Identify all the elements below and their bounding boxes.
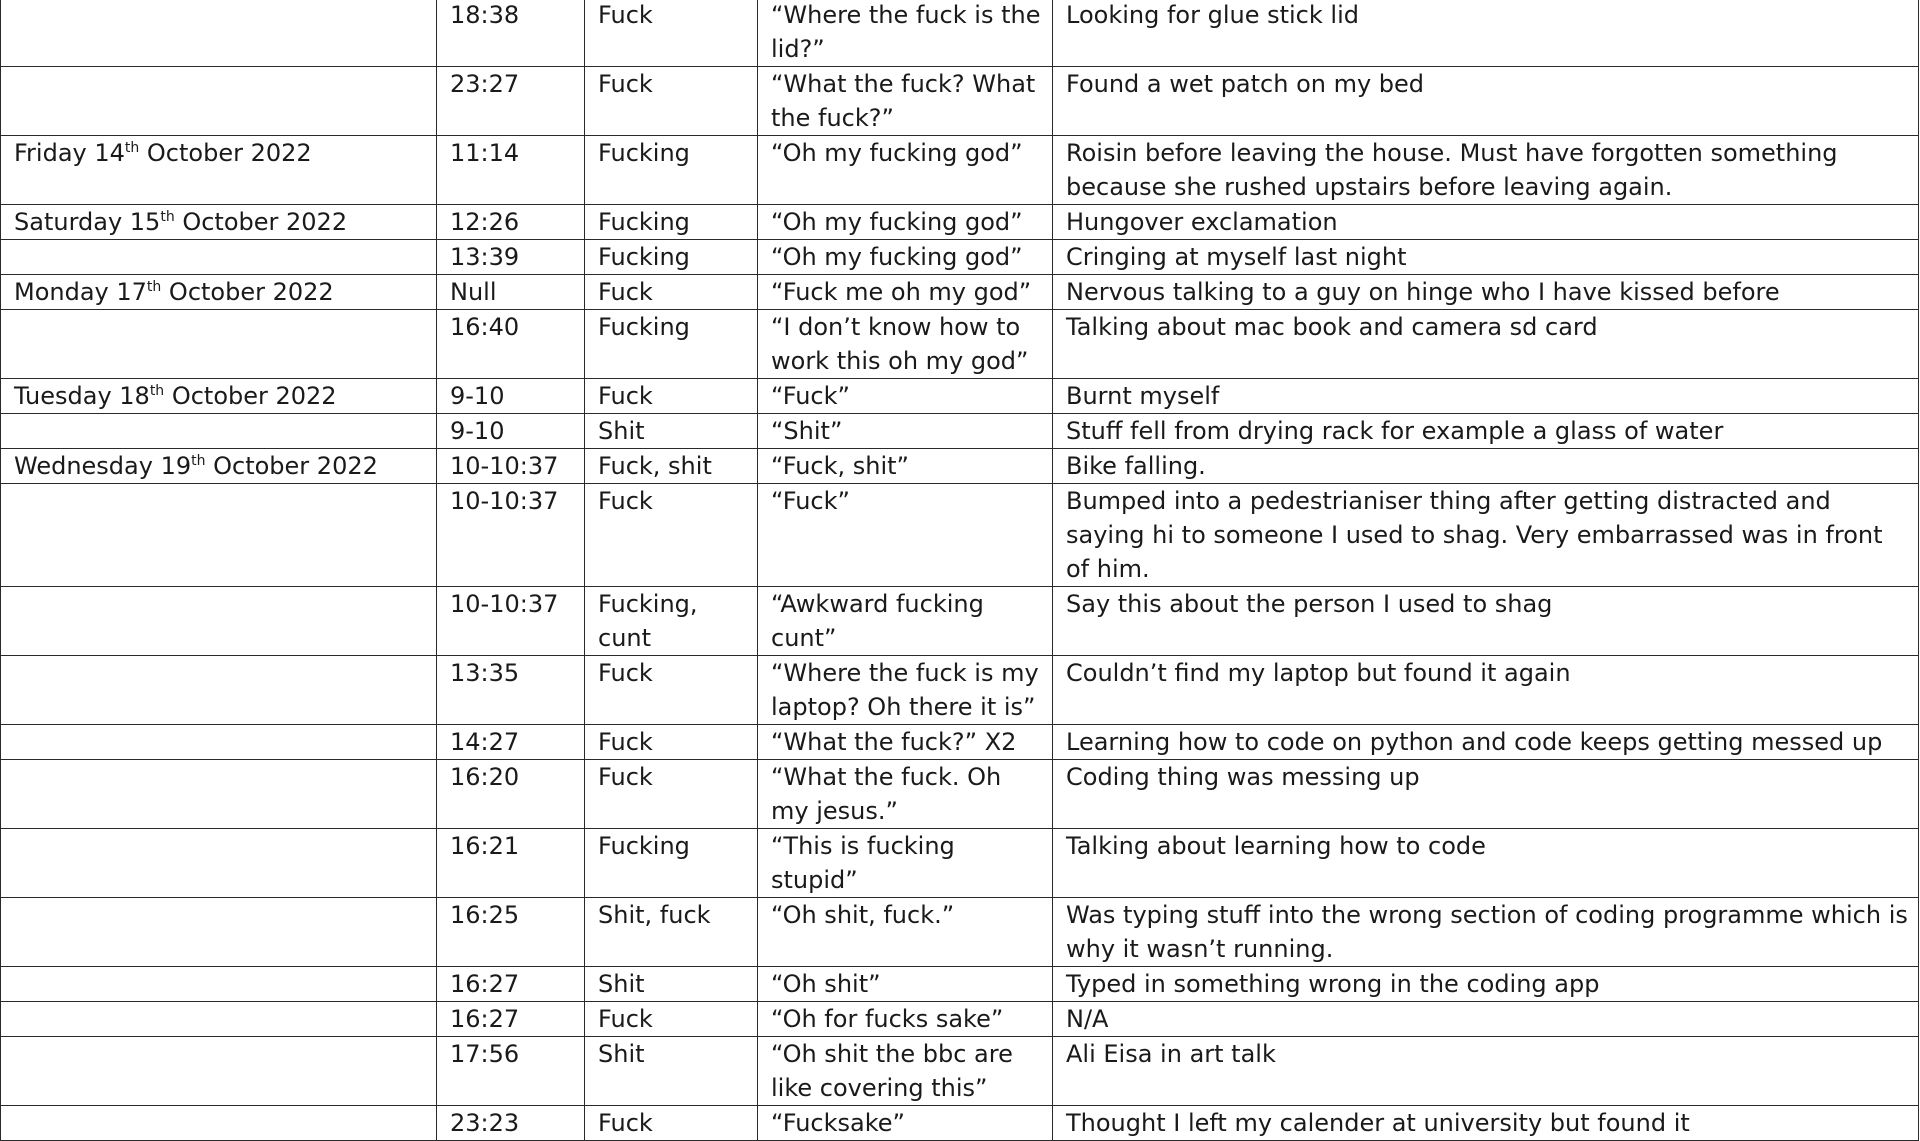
swear-word-cell: Fuck	[585, 656, 758, 725]
date-ordinal-suffix: th	[146, 279, 162, 295]
date-cell	[1, 240, 437, 275]
quote-cell: “I don’t know how to work this oh my god”	[758, 310, 1053, 379]
swear-word-cell: Fuck	[585, 1002, 758, 1037]
time-cell: 14:27	[437, 725, 585, 760]
swear-word-cell: Fucking	[585, 205, 758, 240]
quote-cell: “Shit”	[758, 414, 1053, 449]
date-day: Saturday 15	[14, 208, 161, 236]
date-cell	[1, 310, 437, 379]
context-cell: Cringing at myself last night	[1053, 240, 1919, 275]
time-cell: 10-10:37	[437, 484, 585, 587]
quote-cell: “Awkward fucking cunt”	[758, 587, 1053, 656]
quote-cell: “What the fuck. Oh my jesus.”	[758, 760, 1053, 829]
table-row	[1, 967, 1919, 1002]
date-cell	[1, 656, 437, 725]
quote-cell: “Oh shit”	[758, 967, 1053, 1002]
date-cell	[1, 1106, 437, 1141]
date-cell	[1, 379, 437, 414]
context-cell: Coding thing was messing up	[1053, 760, 1919, 829]
context-cell: Thought I left my calender at university but found it	[1053, 1106, 1919, 1141]
time-cell: 16:20	[437, 760, 585, 829]
time-cell: 10-10:37	[437, 449, 585, 484]
quote-cell: “Where the fuck is my laptop? Oh there it is”	[758, 656, 1053, 725]
table-row	[1, 379, 1919, 414]
time-cell: 18:38	[437, 0, 585, 67]
swear-word-cell: Fucking	[585, 829, 758, 898]
table-row	[1, 449, 1919, 484]
context-cell: Roisin before leaving the house. Must have forgotten something because she rushed upstairs before leaving again.	[1053, 136, 1919, 205]
date-month-year: October 2022	[174, 208, 348, 236]
swear-word-cell: Fuck	[585, 0, 758, 67]
context-cell: Say this about the person I used to shag	[1053, 587, 1919, 656]
date-cell	[1, 1002, 437, 1037]
date-ordinal-suffix: th	[191, 453, 206, 469]
swear-word-cell: Fucking, cunt	[585, 587, 758, 656]
time-cell: 9-10	[437, 379, 585, 414]
date-cell	[1, 587, 437, 656]
table-row	[1, 275, 1919, 310]
time-cell: 13:35	[437, 656, 585, 725]
time-cell: 23:23	[437, 1106, 585, 1141]
context-cell: Ali Eisa in art talk	[1053, 1037, 1919, 1106]
date-cell	[1, 760, 437, 829]
context-cell: Learning how to code on python and code keeps getting messed up	[1053, 725, 1919, 760]
quote-cell: “Oh my fucking god”	[758, 136, 1053, 205]
quote-cell: “What the fuck?” X2	[758, 725, 1053, 760]
swear-word-cell: Shit	[585, 967, 758, 1002]
date-ordinal-suffix: th	[124, 140, 140, 156]
table-row	[1, 898, 1919, 967]
swear-word-cell: Fuck	[585, 725, 758, 760]
date-month-year: October 2022	[205, 452, 378, 480]
time-cell: 16:25	[437, 898, 585, 967]
swear-word-cell: Shit	[585, 414, 758, 449]
time-cell: 12:26	[437, 205, 585, 240]
quote-cell: “Oh my fucking god”	[758, 240, 1053, 275]
table-row	[1, 1037, 1919, 1106]
context-cell: Looking for glue stick lid	[1053, 0, 1919, 67]
table-row	[1, 587, 1919, 656]
date-cell	[1, 0, 437, 67]
time-cell: 10-10:37	[437, 587, 585, 656]
table-row	[1, 205, 1919, 240]
quote-cell: “Fuck”	[758, 484, 1053, 587]
quote-cell: “Oh my fucking god”	[758, 205, 1053, 240]
context-cell: Typed in something wrong in the coding app	[1053, 967, 1919, 1002]
date-ordinal-suffix: th	[160, 209, 175, 225]
table-row	[1, 0, 1919, 67]
table-row	[1, 760, 1919, 829]
swear-word-cell: Shit, fuck	[585, 898, 758, 967]
date-cell	[1, 275, 437, 310]
date-cell	[1, 1037, 437, 1106]
date-cell	[1, 136, 437, 205]
context-cell: Talking about learning how to code	[1053, 829, 1919, 898]
date-ordinal-suffix: th	[149, 383, 165, 399]
date-day: Friday 14	[14, 139, 125, 167]
date-month-year: October 2022	[164, 382, 337, 410]
time-cell: 17:56	[437, 1037, 585, 1106]
quote-cell: “Fuck, shit”	[758, 449, 1053, 484]
context-cell: Nervous talking to a guy on hinge who I have kissed before	[1053, 275, 1919, 310]
quote-cell: “Fucksake”	[758, 1106, 1053, 1141]
quote-cell: “Oh shit, fuck.”	[758, 898, 1053, 967]
table-row	[1, 484, 1919, 587]
context-cell: Was typing stuff into the wrong section of coding programme which is why it wasn’t running.	[1053, 898, 1919, 967]
time-cell: 16:40	[437, 310, 585, 379]
swear-word-cell: Fuck	[585, 484, 758, 587]
context-cell: Talking about mac book and camera sd card	[1053, 310, 1919, 379]
swear-word-cell: Fuck	[585, 275, 758, 310]
date-day: Tuesday 18	[14, 382, 150, 410]
swear-word-cell: Fuck	[585, 379, 758, 414]
time-cell: 16:21	[437, 829, 585, 898]
date-day: Monday 17	[14, 278, 147, 306]
date-cell	[1, 725, 437, 760]
date-cell	[1, 829, 437, 898]
swear-word-cell: Fuck, shit	[585, 449, 758, 484]
table-row	[1, 656, 1919, 725]
date-cell	[1, 414, 437, 449]
quote-cell: “Oh shit the bbc are like covering this”	[758, 1037, 1053, 1106]
time-cell: 16:27	[437, 967, 585, 1002]
context-cell: N/A	[1053, 1002, 1919, 1037]
swear-word-cell: Fuck	[585, 760, 758, 829]
date-cell	[1, 449, 437, 484]
time-cell: 11:14	[437, 136, 585, 205]
context-cell: Hungover exclamation	[1053, 205, 1919, 240]
time-cell: 13:39	[437, 240, 585, 275]
swear-word-cell: Shit	[585, 1037, 758, 1106]
date-cell	[1, 205, 437, 240]
date-cell	[1, 967, 437, 1002]
swear-word-cell: Fuck	[585, 67, 758, 136]
date-day: Wednesday 19	[14, 452, 192, 480]
time-cell: 9-10	[437, 414, 585, 449]
quote-cell: “Fuck”	[758, 379, 1053, 414]
date-month-year: October 2022	[139, 139, 312, 167]
swear-word-cell: Fucking	[585, 240, 758, 275]
table-row	[1, 1106, 1919, 1141]
context-cell: Stuff fell from drying rack for example a glass of water	[1053, 414, 1919, 449]
table-row	[1, 1002, 1919, 1037]
swear-word-cell: Fucking	[585, 310, 758, 379]
date-cell	[1, 484, 437, 587]
table-row	[1, 829, 1919, 898]
date-cell	[1, 898, 437, 967]
table-row	[1, 240, 1919, 275]
quote-cell: “Where the fuck is the lid?”	[758, 0, 1053, 67]
date-month-year: October 2022	[161, 278, 334, 306]
context-cell: Bumped into a pedestrianiser thing after getting distracted and saying hi to someone I used to shag. Very embarrassed was in front of him.	[1053, 484, 1919, 587]
swear-word-cell: Fuck	[585, 1106, 758, 1141]
table-row	[1, 310, 1919, 379]
table-row	[1, 414, 1919, 449]
quote-cell: “Fuck me oh my god”	[758, 275, 1053, 310]
table-row	[1, 67, 1919, 136]
context-cell: Bike falling.	[1053, 449, 1919, 484]
context-cell: Burnt myself	[1053, 379, 1919, 414]
quote-cell: “This is fucking stupid”	[758, 829, 1053, 898]
table-row	[1, 725, 1919, 760]
time-cell: Null	[437, 275, 585, 310]
table-row	[1, 136, 1919, 205]
time-cell: 16:27	[437, 1002, 585, 1037]
quote-cell: “Oh for fucks sake”	[758, 1002, 1053, 1037]
context-cell: Found a wet patch on my bed	[1053, 67, 1919, 136]
context-cell: Couldn’t find my laptop but found it again	[1053, 656, 1919, 725]
date-cell	[1, 67, 437, 136]
time-cell: 23:27	[437, 67, 585, 136]
quote-cell: “What the fuck? What the fuck?”	[758, 67, 1053, 136]
swear-word-cell: Fucking	[585, 136, 758, 205]
swear-log-body	[1, 0, 1919, 1141]
